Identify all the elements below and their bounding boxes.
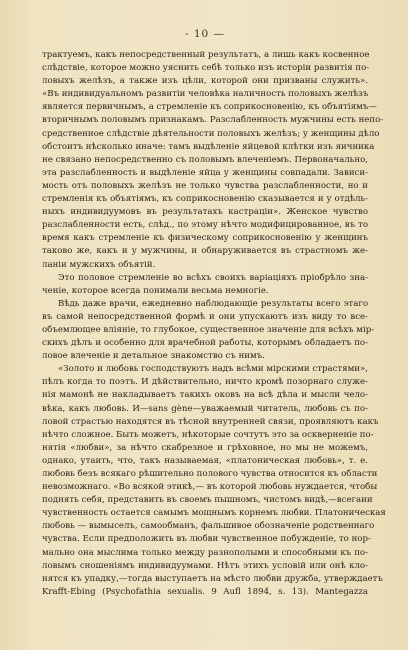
text-line: ченіе, которое всегда понимали весьма немногіе. bbox=[42, 285, 269, 296]
text-line: поднять себя, представить въ своемъ пышномъ, чистомъ видѣ,—всегаии bbox=[42, 495, 373, 506]
text-line: не связано непосредственно съ половымъ влеченіемъ. Первоначально, bbox=[42, 154, 368, 165]
text-line: ловымъ сношеніямъ индивидуумами. Нѣтъ этихъ условій или онѣ кло- bbox=[42, 560, 368, 571]
text-line: мально она мыслима только между разнополыми и способными къ по- bbox=[42, 547, 368, 558]
text-line: «Золото и любовь господствуютъ надъ всѣми мірскими страстями», bbox=[58, 364, 368, 375]
text-line: нѣчто сложное. Быть можетъ, нѣкоторые сочтутъ это за оскверненіе по- bbox=[42, 429, 374, 440]
text-line: нія мамонѣ не накладываетъ такихъ оковъ на всѣ дѣла и мысли чело- bbox=[42, 390, 368, 401]
text-line: ланіи мужскихъ объятій. bbox=[42, 259, 156, 270]
text-line: таково же, какъ и у мужчины, и обнаруживается въ страстномъ же- bbox=[42, 246, 368, 257]
text-line: эта разслабленность и выдѣленіе яйца у женщины совпадали. Зависи- bbox=[42, 167, 368, 178]
text-line: однако, утаить, что, такъ называемая, «платоническая любовь», т. е. bbox=[42, 455, 368, 466]
paragraph bbox=[42, 298, 375, 363]
paragraph bbox=[42, 363, 386, 599]
text-line: любовь безъ всякаго рѣшительно полового чувства относится къ области bbox=[42, 469, 378, 479]
text-line: невозможнаго. «Во всякой этикѣ,— въ которой любовь нуждается, чтобы bbox=[42, 482, 378, 493]
text-line: пѣлъ когда то поэтъ. И дѣйствительно, ничто кромѣ позорнаго служе- bbox=[42, 377, 368, 388]
body-text bbox=[42, 49, 386, 599]
text-line: вторичнымъ половымъ признакамъ. Разслабленность мужчины есть непо- bbox=[42, 115, 384, 126]
text-line: Это половое стремленіе во всѣхъ своихъ варіаціяхъ пріобрѣло зна- bbox=[58, 272, 368, 283]
text-line: чувственность остается самымъ мощнымъ корнемъ любви. Платоническая bbox=[42, 508, 386, 519]
text-line: ловое влеченіе и детальное знакомство съ нимъ. bbox=[42, 351, 265, 362]
text-line: является первичнымъ, а стремленіе къ соприкосновенію, къ объятіямъ— bbox=[42, 102, 377, 113]
text-line: Krafft-Ebing (Psychofathia sexualis. 9 Aufl 1894, s. 13). Mantegazza bbox=[42, 586, 368, 597]
text-line: любовь — вымыселъ, самообманъ, фальшивое обозначеніе родственнаго bbox=[42, 521, 375, 532]
text-line: слѣдствіе, которое можно уяснить себѣ только изъ исторіи развитія по- bbox=[42, 63, 370, 74]
text-line: ловой страстью находятся въ тѣсной внутренней связи, проявляютъ какъ bbox=[42, 416, 379, 427]
text-line: «Въ индивидуальномъ развитіи человѣка наличность половыхъ желѣзъ bbox=[42, 89, 369, 100]
text-line: средственное слѣдствіе дѣятельности половыхъ желѣзъ; у женщины дѣло bbox=[42, 128, 380, 139]
text-line: время какъ стремленіе къ физическому соприкосновенію у женщинъ bbox=[42, 233, 368, 244]
text-line: Вѣдь даже врачи, ежедневно наблюдающіе результаты всего этаго bbox=[58, 298, 368, 309]
text-line: трактуемъ, какъ непосредственный результатъ, а лишь какъ косвенное bbox=[42, 50, 370, 60]
text-line: нятся къ упадку,—тогда выступаетъ на мѣсто любви дружба, утверждаетъ bbox=[42, 573, 383, 584]
text-line: разслабленности есть, слѣд., по этому нѣчто модифицированное, въ то bbox=[42, 220, 368, 231]
text-line: обстоитъ нѣсколько иначе: тамъ выдѣленіе яйцевой клѣтки изъ яичника bbox=[42, 141, 375, 152]
text-line: объемлющее вліяніе, то глубокое, существенное значеніе для всѣхъ мір- bbox=[42, 324, 375, 335]
page-number: - 10 — bbox=[184, 28, 226, 40]
text-line: мость отъ половыхъ желѣзъ не только чувства разслабленности, но и bbox=[42, 180, 368, 191]
text-line: стремленія къ объятіямъ, къ соприкосновенію сказывается и у отдѣль- bbox=[42, 194, 368, 205]
paragraph bbox=[42, 272, 368, 298]
text-line: въ самой непосредственной формѣ и они упускаютъ изъ виду то все- bbox=[42, 311, 368, 322]
text-line: вѣка, какъ любовь. И—sans gène—уважаемый читатель, любовь съ по- bbox=[42, 403, 368, 414]
text-line: чувства. Если предположить въ любви чувственное побужденіе, то нор- bbox=[42, 534, 371, 545]
text-line: нятія «любви», за нѣчто скабрезное и грѣховное, но мы не можемъ, bbox=[42, 442, 368, 453]
text-line: скихъ дѣлъ и особенно для врачебной работы, которымъ обладаетъ по- bbox=[42, 338, 368, 349]
paragraph bbox=[42, 49, 384, 272]
text-line: ловыхъ желѣзъ, а также изъ цѣли, которой они призваны служить». bbox=[42, 76, 368, 87]
text-line: ныхъ индивидуумовъ въ результатахъ кастраціи». Женское чувство bbox=[42, 207, 368, 218]
